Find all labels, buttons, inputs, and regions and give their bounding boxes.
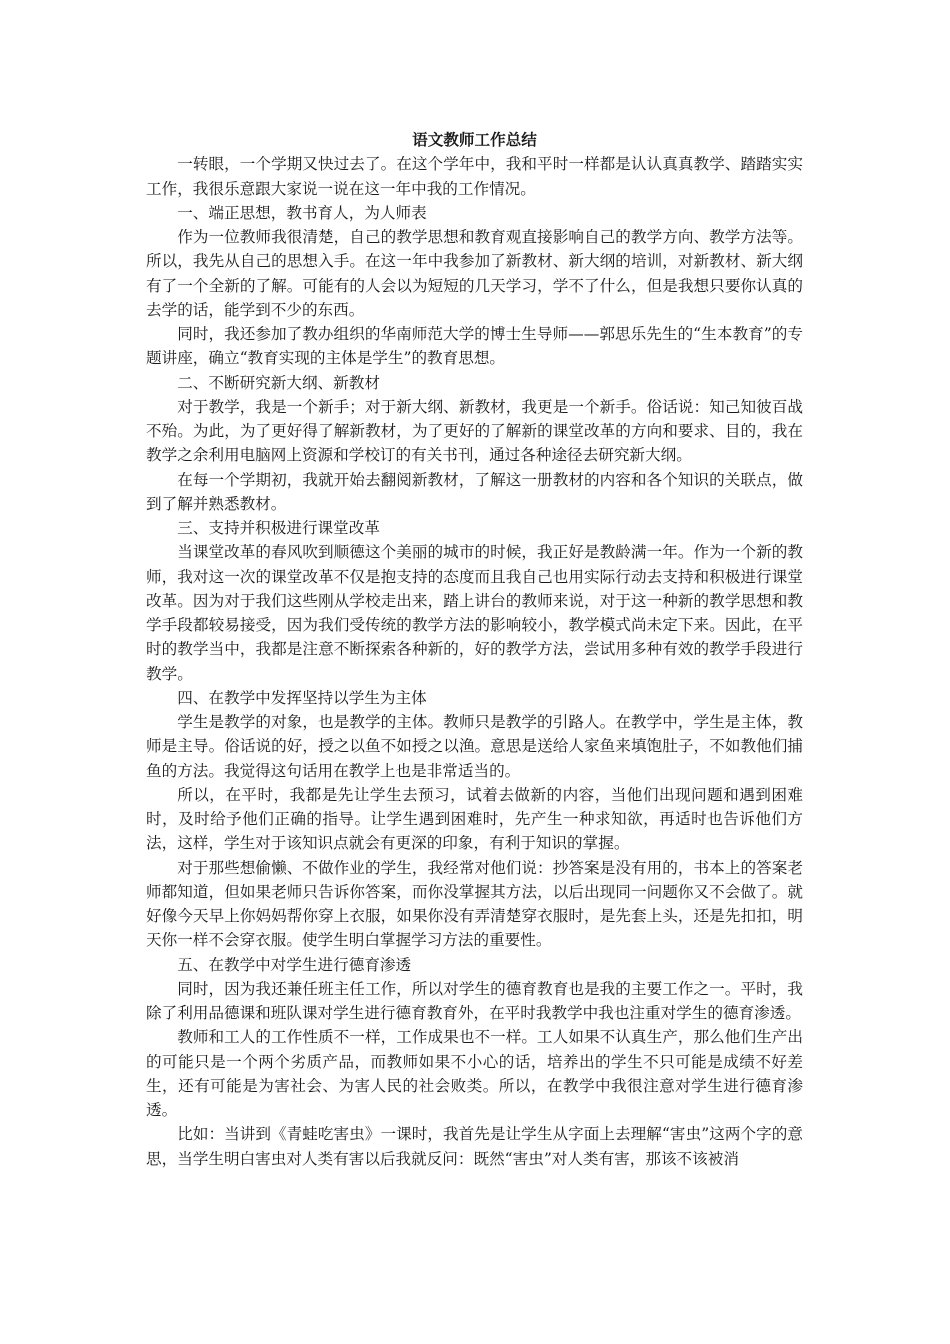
section-heading-3: 三、支持并积极进行课堂改革: [177, 519, 380, 537]
paragraph: 对于那些想偷懒、不做作业的学生，我经常对他们说：抄答案是没有用的，书本上的答案老师都知道，但如果老师只告诉你答案，而你没掌握其方法，以后出现同一问题你又不会做了。就好像今天早上你妈妈帮你穿上衣服，如果你没有弄清楚穿衣服时，是先套上头，还是先扣扣，明天你一样不会穿衣服。使学生明白掌握学习方法的重要性。: [146, 858, 803, 950]
paragraph: 学生是教学的对象，也是教学的主体。教师只是教学的引路人。在教学中，学生是主体，教师是主导。俗话说的好，授之以鱼不如授之以渔。意思是送给人家鱼来填饱肚子，不如教他们捕鱼的方法。我觉得这句话用在教学上也是非常适当的。: [146, 713, 803, 780]
section-heading-1: 一、端正思想，教书育人，为人师表: [177, 203, 427, 222]
paragraph: 同时，因为我还兼任班主任工作，所以对学生的德育教育也是我的主要工作之一。平时，我除了利用品德课和班队课对学生进行德育教育外，在平时我教学中我也注重对学生的德育渗透。: [146, 979, 803, 1022]
paragraph: 当课堂改革的春风吹到顺德这个美丽的城市的时候，我正好是教龄满一年。作为一个新的教师，我对这一次的课堂改革不仅是抱支持的态度而且我自己也用实际行动去支持和积极进行课堂改革。因为对于我们这些刚从学校走出来，踏上讲台的教师来说，对于这一种新的教学思想和教学手段都较易接受，因为我们受传统的教学方法的影响较小，教学模式尚未定下来。因此，在平时的教学当中，我都是注意不断探索各种新的，好的教学方法，尝试用多种有效的教学手段进行教学。: [146, 543, 803, 683]
section-heading-4: 四、在教学中发挥坚持以学生为主体: [177, 688, 427, 707]
paragraph-intro: 一转眼，一个学期又快过去了。在这个学年中，我和平时一样都是认认真真教学、踏踏实实工作，我很乐意跟大家说一说在这一年中我的工作情况。: [146, 155, 803, 198]
document-title: 语文教师工作总结: [412, 130, 537, 149]
paragraph: 比如：当讲到《青蛙吃害虫》一课时，我首先是让学生从字面上去理解“害虫”这两个字的意思，当学生明白害虫对人类有害以后我就反问：既然“害虫”对人类有害，那该不该被消: [146, 1125, 803, 1168]
paragraph: 教师和工人的工作性质不一样，工作成果也不一样。工人如果不认真生产，那么他们生产出的可能只是一个两个劣质产品，而教师如果不小心的话，培养出的学生不只可能是成绩不好差生，还有可能是为害社会、为害人民的社会败类。所以，在教学中我很注意对学生进行德育渗透。: [146, 1028, 803, 1119]
section-heading-5: 五、在教学中对学生进行德育渗透: [177, 955, 412, 974]
paragraph: 作为一位教师我很清楚，自己的教学思想和教育观直接影响自己的教学方向、教学方法等。所以，我先从自己的思想入手。在这一年中我参加了新教材、新大纲的培训，对新教材、新大纲有了一个全新的了解。可能有的人会以为短短的几天学习，学不了什么，但是我想只要你认真的去学的话，能学到不少的东西。: [146, 228, 803, 319]
section-heading-2: 二、不断研究新大纲、新教材: [177, 373, 380, 392]
paragraph: 所以，在平时，我都是先让学生去预习，试着去做新的内容，当他们出现问题和遇到困难时，及时给予他们正确的指导。让学生遇到困难时，先产生一种求知欲，再适时也告诉他们方法，这样，学生对于该知识点就会有更深的印象，有利于知识的掌握。: [146, 785, 803, 853]
paragraph: 对于教学，我是一个新手；对于新大纲、新教材，我更是一个新手。俗话说：知己知彼百战不殆。为此，为了更好得了解新教材，为了更好的了解新的课堂改革的方向和要求、目的，我在教学之余利用电脑网上资源和学校订的有关书刊，通过各种途径去研究新大纲。: [146, 397, 803, 465]
paragraph: 同时，我还参加了教办组织的华南师范大学的博士生导师——郭思乐先生的“生本教育”的专题讲座，确立“教育实现的主体是学生”的教育思想。: [146, 325, 803, 368]
paragraph: 在每一个学期初，我就开始去翻阅新教材，了解这一册教材的内容和各个知识的关联点，做到了解并熟悉教材。: [146, 470, 803, 513]
document-body: [146, 128, 803, 1171]
